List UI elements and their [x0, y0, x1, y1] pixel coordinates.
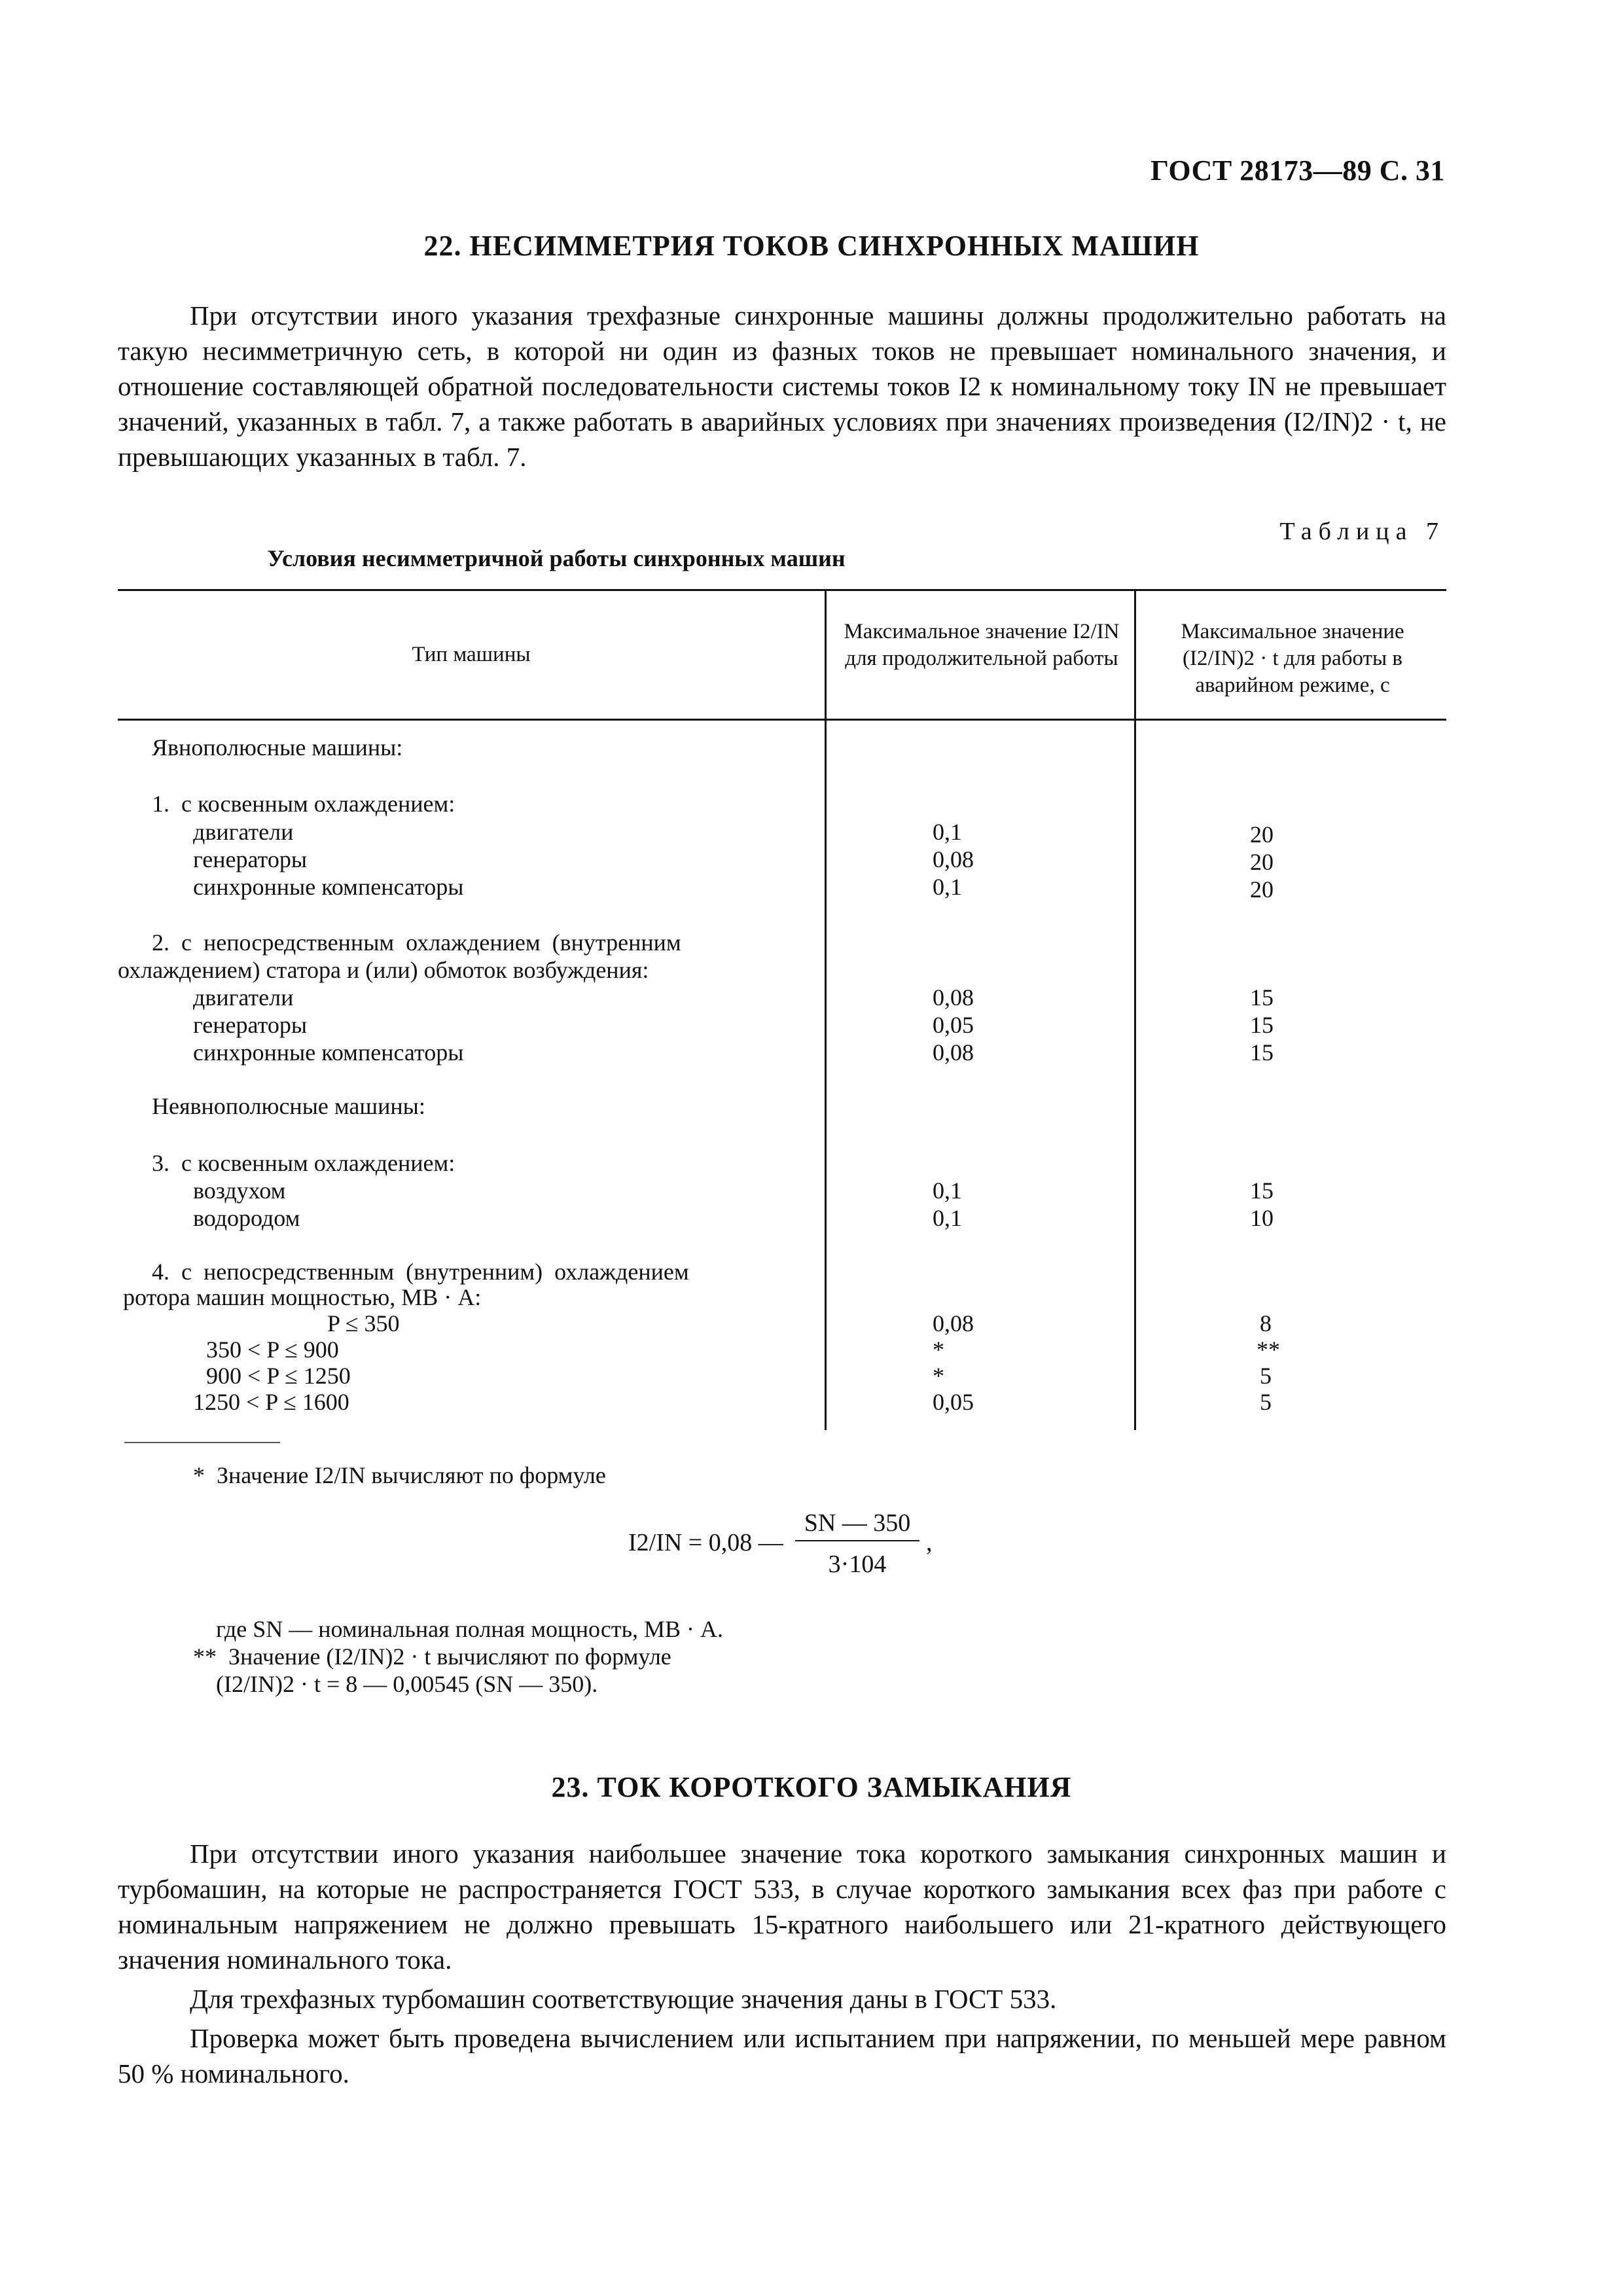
value-emergency: 15: [1250, 1039, 1274, 1066]
header-emergency-max: Максимальное значение (I2/IN)2 · t для работы в аварийном режиме, с: [1181, 620, 1404, 697]
value-continuous: *: [933, 1336, 944, 1363]
value-continuous: 0,1: [933, 1205, 962, 1231]
row-label: 4. с непосредственным (внутренним) охлаждением: [152, 1259, 689, 1285]
formula-left: I2/IN = 0,08 —: [628, 1529, 783, 1556]
value-continuous: 0,08: [933, 1310, 974, 1336]
value-continuous: 0,05: [933, 1389, 974, 1415]
row-label: генераторы: [193, 1012, 308, 1038]
value-continuous: 0,1: [933, 874, 962, 900]
row-label: двигатели: [193, 984, 294, 1011]
row-label: охлаждением) статора и (или) обмоток возбуждения:: [118, 957, 649, 983]
section-22-paragraph: При отсутствии иного указания трехфазные синхронные машины должны продолжительно работать на такую несимметричную сеть, в которой ни один из фазных токов не превышает номинального значения, и отношение составляющей обратной последовательности системы токов I2 к номинальному току IN не превышает значений, указанных в табл. 7, а также работать в аварийных условиях при значениях произведения (I2/IN)2 · t, не превышающих указанных в табл. 7.: [118, 300, 1446, 472]
footnote-2-formula: (I2/IN)2 · t = 8 — 0,00545 (SN — 350).: [216, 1671, 598, 1697]
section-22-title: 22. НЕСИММЕТРИЯ ТОКОВ СИНХРОННЫХ МАШИН: [423, 230, 1200, 262]
row-label: 350 < P ≤ 900: [206, 1336, 339, 1363]
value-emergency: 20: [1250, 876, 1274, 903]
row-label: воздухом: [193, 1177, 286, 1204]
row-label: генераторы: [193, 846, 308, 872]
table-7: [118, 589, 1446, 1430]
formula-comma: ,: [926, 1529, 933, 1556]
row-label: 3. с косвенным охлаждением:: [152, 1150, 455, 1176]
value-emergency: 5: [1260, 1389, 1272, 1415]
value-emergency: 15: [1250, 1177, 1274, 1204]
row-label: 1. с косвенным охлаждением:: [152, 791, 455, 817]
footnote-where: где SN — номинальная полная мощность, МВ · А.: [216, 1616, 724, 1642]
row-label: ротора машин мощностью, МВ · А:: [123, 1284, 482, 1310]
column-divider-2: [1134, 589, 1136, 1430]
value-continuous: *: [933, 1363, 944, 1389]
row-label: 900 < P ≤ 1250: [206, 1363, 351, 1389]
value-emergency: 15: [1250, 1012, 1274, 1038]
row-label: Неявнополюсные машины:: [152, 1093, 425, 1119]
section-23-paragraph-1: При отсутствии иного указания наибольшее значение тока короткого замыкания синхронных машин и турбомашин, на которые не распространяется ГОСТ 533, в случае короткого замыкания всех фаз при работе с номинальным напряжением не должно превышать 15-кратного наибольшего или 21-кратного действующего значения номинального тока.: [118, 1839, 1446, 1975]
footnote-1: * Значение I2/IN вычисляют по формуле: [193, 1462, 606, 1488]
value-continuous: 0,08: [933, 846, 974, 872]
formula-numerator: SN — 350: [795, 1509, 919, 1541]
value-continuous: 0,08: [933, 1039, 974, 1066]
value-emergency: 15: [1250, 984, 1274, 1011]
table-header-rule: [118, 719, 1446, 721]
table-caption: Условия несимметричной работы синхронных машин: [267, 545, 846, 571]
section-23-paragraph-2: Для трехфазных турбомашин соответствующие значения даны в ГОСТ 533.: [190, 1984, 1057, 2014]
section-23-body: [118, 1836, 1446, 2091]
row-label: Явнополюсные машины:: [152, 734, 403, 761]
section-23-title: 23. ТОК КОРОТКОГО ЗАМЫКАНИЯ: [551, 1771, 1072, 1803]
table-label: Таблица 7: [1279, 518, 1445, 545]
column-divider-1: [825, 589, 827, 1430]
row-label: синхронные компенсаторы: [193, 874, 464, 900]
value-emergency: 20: [1250, 821, 1274, 848]
value-continuous: 0,1: [933, 819, 962, 845]
row-label: водородом: [193, 1205, 300, 1231]
header-machine-type: Тип машины: [412, 643, 531, 666]
formula-denominator: 3·104: [828, 1551, 887, 1578]
row-label: синхронные компенсаторы: [193, 1039, 464, 1066]
value-emergency: 20: [1250, 849, 1274, 875]
value-continuous: 0,1: [933, 1177, 962, 1204]
row-label: двигатели: [193, 819, 294, 845]
table-top-rule: [118, 589, 1446, 591]
row-label: P ≤ 350: [327, 1310, 400, 1336]
value-continuous: 0,08: [933, 984, 974, 1011]
value-emergency: 8: [1260, 1310, 1272, 1336]
page-header: ГОСТ 28173—89 С. 31: [1150, 154, 1445, 187]
row-label: 2. с непосредственным охлаждением (внутренним: [152, 929, 681, 956]
value-emergency: 5: [1260, 1363, 1272, 1389]
section-23-paragraph-3: Проверка может быть проведена вычислением или испытанием при напряжении, по меньшей мере равном 50 % номинального.: [118, 2023, 1446, 2089]
footnote-rule: [124, 1442, 280, 1443]
header-continuous-max: Максимальное значение I2/IN для продолжительной работы: [844, 620, 1120, 670]
footnote-2: ** Значение (I2/IN)2 · t вычисляют по формуле: [193, 1643, 671, 1670]
value-emergency: **: [1257, 1336, 1280, 1363]
row-label: 1250 < P ≤ 1600: [193, 1389, 349, 1415]
value-emergency: 10: [1250, 1205, 1274, 1231]
value-continuous: 0,05: [933, 1012, 974, 1038]
